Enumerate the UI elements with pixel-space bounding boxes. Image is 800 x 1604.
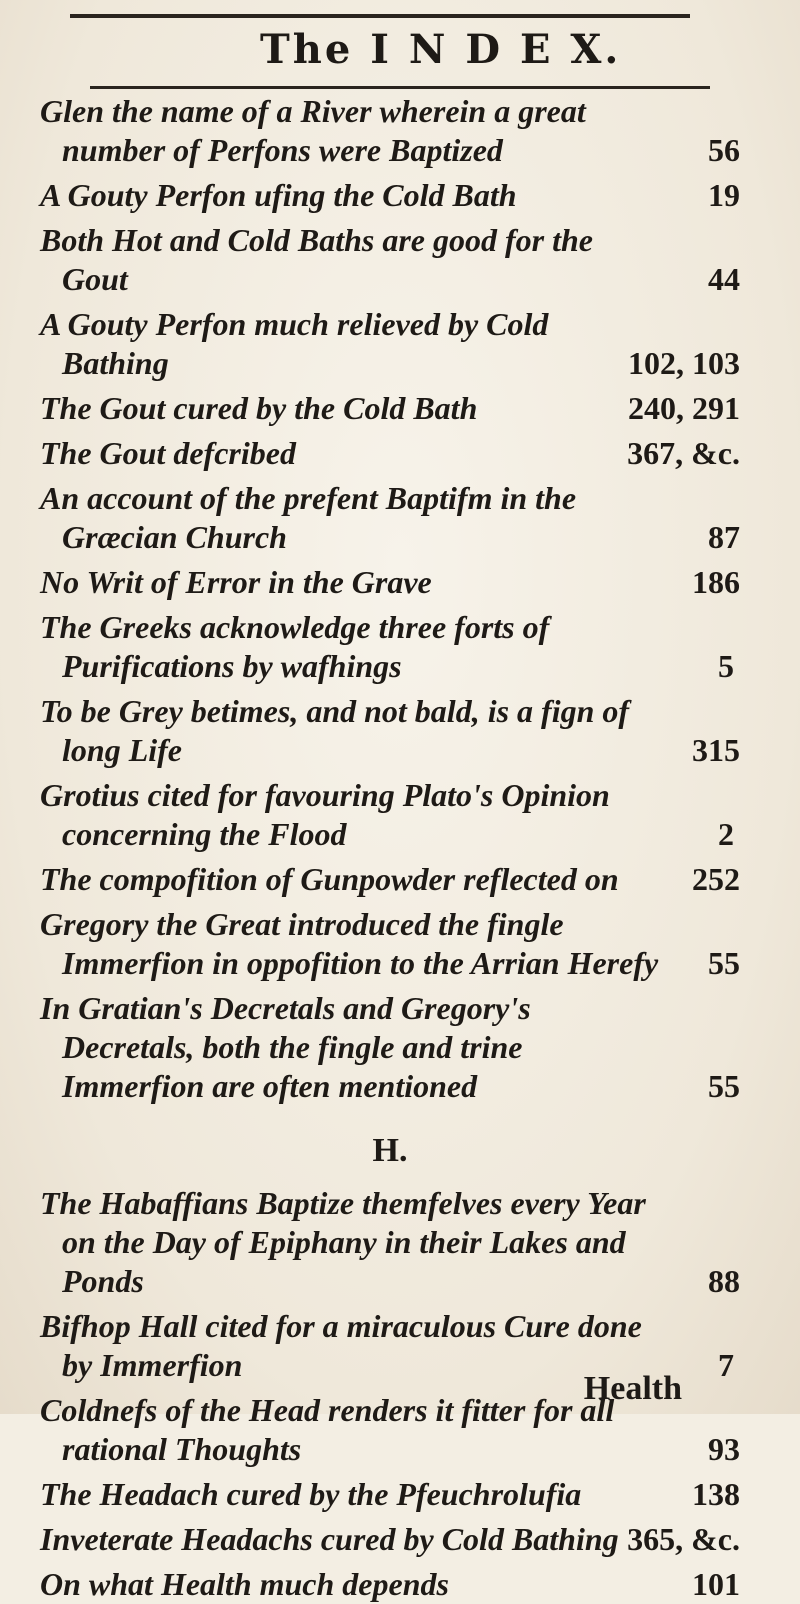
entry-text: In Gratian's Decretals and Gregory's Decretals, both the fingle and trine Immerfion are often mentioned: [40, 990, 531, 1104]
entry-page-number: 367, &c.: [627, 435, 740, 471]
entry-page-number: 102, 103: [628, 345, 740, 381]
entry-page-number: 101: [692, 1566, 740, 1602]
entry-text: An account of the prefent Baptifm in the Græcian Church: [40, 480, 577, 555]
index-entry: Bifhop Hall cited for a miraculous Cure done by Immerfion 7: [40, 1308, 734, 1383]
entry-page-number: 56: [708, 132, 740, 168]
entry-text: Coldnefs of the Head renders it fitter for all rational Thoughts: [40, 1392, 615, 1467]
index-entry: [40, 92, 740, 170]
index-entry: [40, 692, 740, 770]
entry-page-number: 44: [708, 261, 740, 297]
entry-text: A Gouty Perfon ufing the Cold Bath: [40, 177, 517, 213]
index-entry: [40, 176, 740, 215]
entry-text: Grotius cited for favouring Plato's Opinion concerning the Flood: [40, 777, 610, 852]
index-entry: [40, 860, 740, 899]
entry-page-number: 138: [692, 1476, 740, 1512]
entry-page-number: 19: [708, 177, 740, 213]
index-entry: Grotius cited for favouring Plato's Opinion concerning the Flood 2: [40, 777, 734, 852]
index-entry: The Greeks acknowledge three forts of Purifications by wafhings 5: [40, 609, 734, 684]
entry-page-number: 315: [692, 732, 740, 768]
entry-text: Bifhop Hall cited for a miraculous Cure done by Immerfion: [40, 1308, 642, 1383]
section-g-list: [40, 92, 740, 1106]
entry-page-number: 88: [708, 1263, 740, 1299]
entry-text: The Headach cured by the Pfeuchrolufia: [40, 1476, 582, 1512]
entry-text: The Greeks acknowledge three forts of Purifications by wafhings: [40, 609, 550, 684]
top-rule: [70, 14, 690, 18]
entry-text: No Writ of Error in the Grave: [40, 564, 432, 600]
index-entry: [40, 989, 740, 1106]
entry-page-number: 55: [708, 945, 740, 981]
index-entry: [40, 563, 740, 602]
catchword: Health: [583, 1370, 682, 1407]
entry-page-number: 87: [708, 519, 740, 555]
entry-text: A Gouty Perfon much relieved by Cold Bathing: [40, 306, 549, 381]
entry-text: On what Health much depends: [40, 1566, 449, 1602]
index-entry: [40, 1475, 740, 1514]
entry-text: The compofition of Gunpowder reflected on: [40, 861, 619, 897]
entry-page-number: 186: [692, 564, 740, 600]
entry-page-number: 55: [708, 1068, 740, 1104]
entry-page-number: 252: [692, 861, 740, 897]
section-letter-h: H.: [372, 1132, 408, 1169]
index-entry: [40, 1184, 740, 1301]
entry-page-number: 240, 291: [628, 390, 740, 426]
entry-page-number: 93: [708, 1431, 740, 1467]
entry-text: Glen the name of a River wherein a great number of Perfons were Baptized: [40, 93, 586, 168]
header-rule: [90, 86, 710, 89]
index-entry: [40, 479, 740, 557]
entry-text: Gregory the Great introduced the fingle Immerfion in oppofition to the Arrian Herefy: [40, 906, 659, 981]
index-entry: [40, 389, 740, 428]
index-entry: [40, 905, 740, 983]
index-entry: [40, 305, 740, 383]
index-entry: [40, 434, 740, 473]
entry-text: The Habaffians Baptize themfelves every Year on the Day of Epiphany in their Lakes and Ponds: [40, 1185, 646, 1299]
entry-text: Inveterate Headachs cured by Cold Bathing: [40, 1521, 619, 1557]
entry-page-number: 365, &c.: [627, 1521, 740, 1557]
entry-text: The Gout cured by the Cold Bath: [40, 390, 478, 426]
entry-text: Both Hot and Cold Baths are good for the Gout: [40, 222, 593, 297]
entry-text: The Gout defcribed: [40, 435, 296, 471]
index-entry: [40, 1520, 740, 1559]
index-entry: [40, 1565, 740, 1604]
index-entry: [40, 221, 740, 299]
entry-text: To be Grey betimes, and not bald, is a fign of long Life: [40, 693, 630, 768]
page-header: The I N D E X.: [260, 26, 622, 73]
